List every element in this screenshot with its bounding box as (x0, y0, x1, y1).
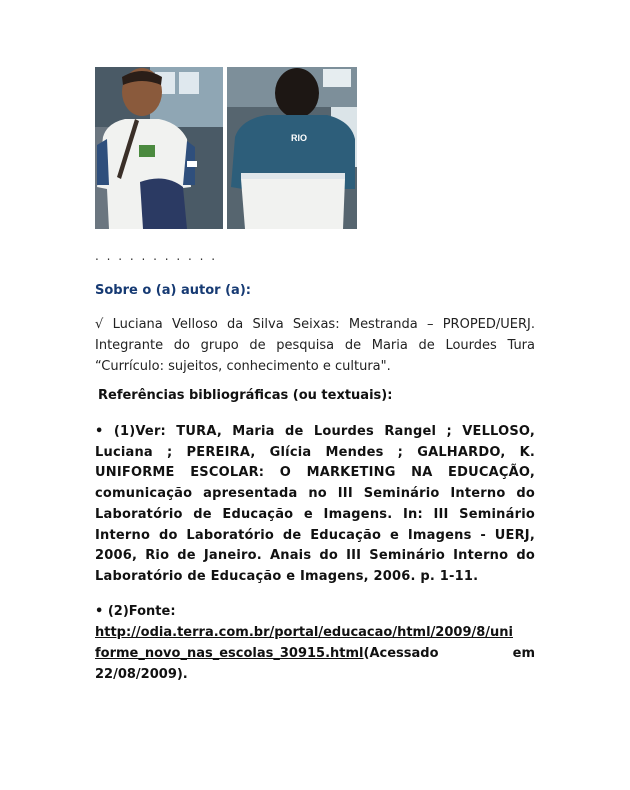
author-bio-text: Luciana Velloso da Silva Seixas: Mestranda – PROPED/UERJ. Integrante do grupo de pesquisa de Maria de Lourdes Tura “Currículo: sujeitos, conhecimento e cultura". (95, 317, 535, 374)
uniform-front-photo (95, 67, 223, 229)
source-link-line-1[interactable]: http://odia.terra.com.br/portal/educacao/html/2009/8/uni (95, 625, 513, 640)
source-line-2 (95, 643, 535, 664)
source-link-line-2[interactable]: forme_novo_nas_escolas_30915.html (95, 646, 364, 661)
reference-item-2-label: • (2)Fonte: (95, 604, 176, 619)
rio-logo: RIO (291, 133, 308, 143)
accessed-label: (Acessado em (363, 646, 535, 661)
check-icon: √ (95, 317, 104, 332)
reference-item-1: • (1)Ver: TURA, Maria de Lourdes Rangel ; VELLOSO, Luciana ; PEREIRA, Glícia Mendes ; GALHARDO, K. UNIFORME ESCOLAR: O MARKETING NA EDUCAÇÃO, comunicação apresentada no III Seminário Interno do Laboratório de Educação e Imagens. In: III Seminário Interno do Laboratório de Educação e Imagens - UERJ, 2006, Rio de Janeiro. Anais do III Seminário Interno do Laboratório de Educação e Imagens, 2006. p. 1-11. (95, 424, 535, 584)
uniform-back-photo (227, 67, 357, 229)
author-bio (95, 314, 535, 377)
author-heading: Sobre o (a) autor (a): (95, 283, 251, 298)
references-heading: Referências bibliográficas (ou textuais): (98, 388, 393, 403)
accessed-date: 22/08/2009). (95, 667, 188, 682)
separator-dots: . . . . . . . . . . . (95, 249, 218, 263)
reference-item-2 (95, 601, 535, 685)
